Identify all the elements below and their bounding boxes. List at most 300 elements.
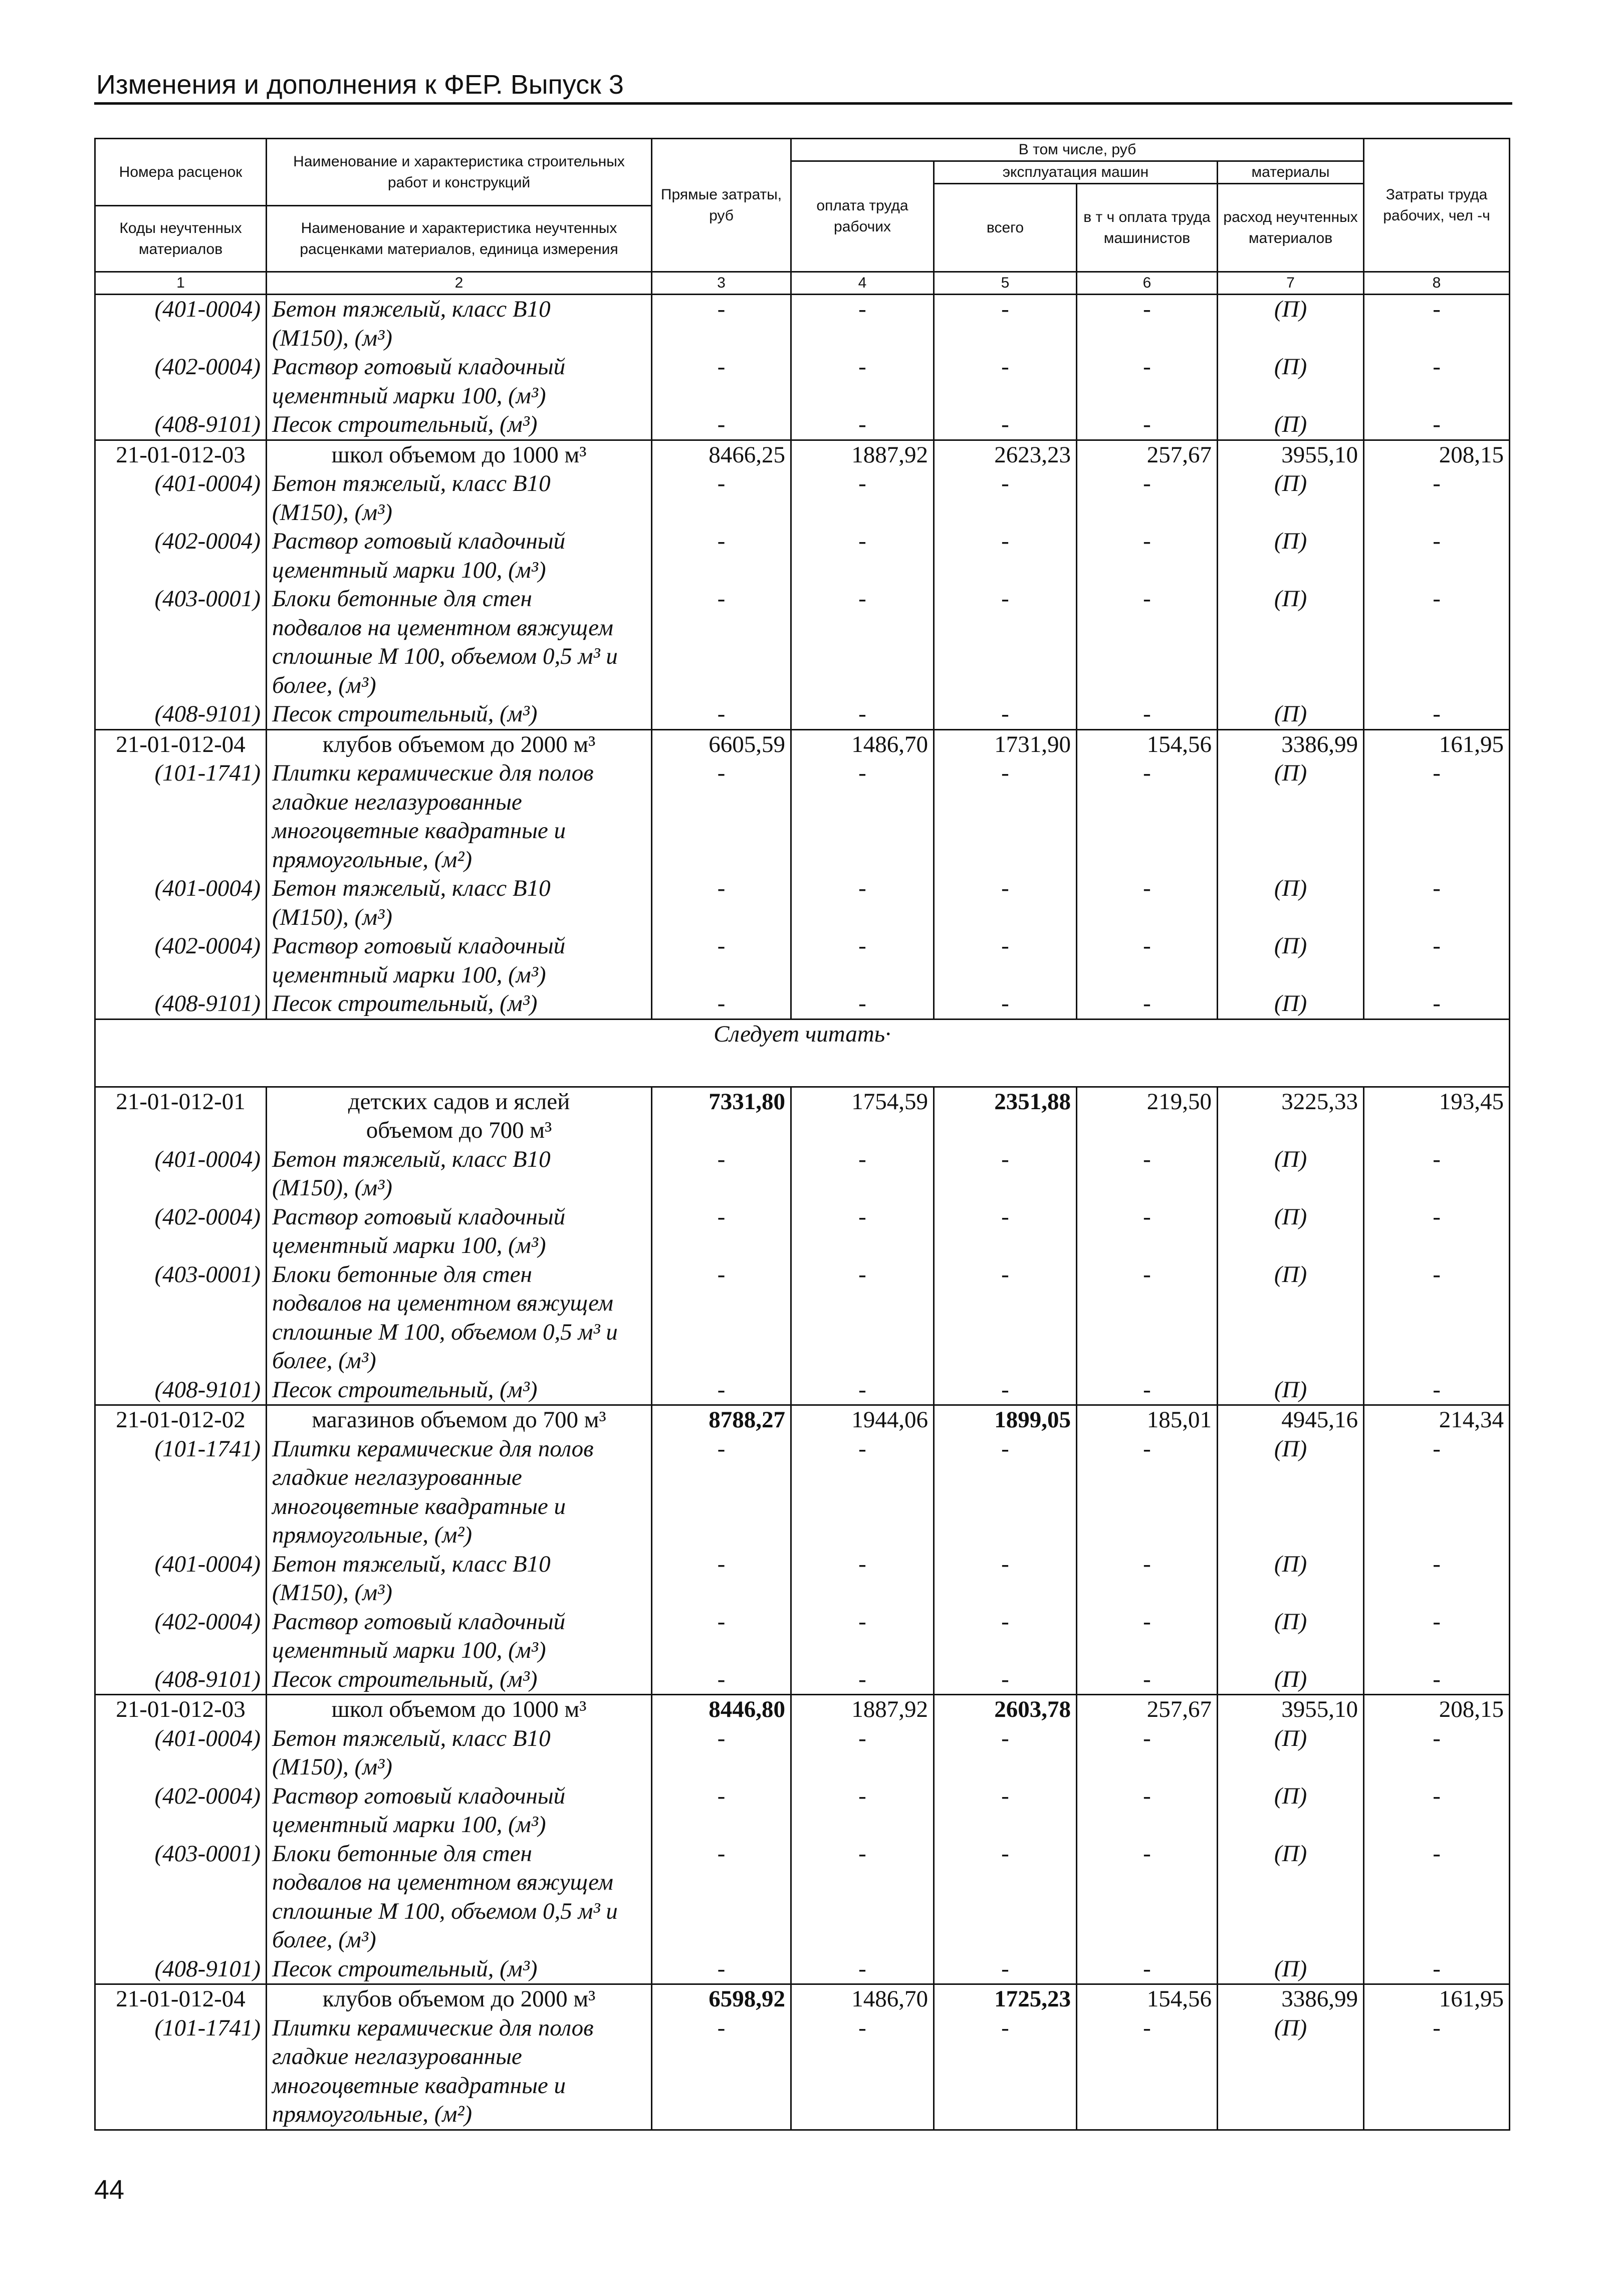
value-cell: - — [1077, 1840, 1218, 1955]
value-cell: - — [1077, 527, 1218, 585]
column-number: 8 — [1364, 272, 1510, 295]
name-line: Песок строительный, (м³) — [272, 1376, 538, 1403]
value-cell: - — [791, 527, 934, 585]
material-code: (401-0004) — [95, 874, 267, 932]
material-code: (402-0004) — [95, 1203, 267, 1260]
page-title: Изменения и дополнения к ФЕР. Выпуск 3 — [96, 70, 624, 100]
material-name — [267, 353, 652, 410]
value-cell: - — [652, 932, 791, 989]
value-cell: - — [1077, 585, 1218, 700]
name-line: детских садов и яслей — [348, 1088, 570, 1115]
name-line: подвалов на цементном вяжущем — [272, 1290, 613, 1316]
value-cell: - — [1364, 1608, 1510, 1665]
value-cell: - — [934, 1376, 1077, 1405]
material-name — [267, 1782, 652, 1840]
value-cell: - — [1077, 1665, 1218, 1695]
material-name — [267, 410, 652, 440]
material-row — [95, 932, 1510, 989]
material-code: (401-0004) — [95, 1145, 267, 1203]
value-cell: - — [652, 1665, 791, 1695]
rate-code: 21-01-012-03 — [95, 440, 267, 469]
name-line: сплошные М 100, объемом 0,5 м³ и — [272, 643, 618, 669]
column-number: 1 — [95, 272, 267, 295]
value-cell: - — [791, 1376, 934, 1405]
value-cell: - — [652, 295, 791, 353]
material-code: (403-0001) — [95, 1840, 267, 1955]
material-row — [95, 1608, 1510, 1665]
name-line: (М150), (м³) — [272, 904, 392, 930]
value-cell: - — [1077, 295, 1218, 353]
value-cell: - — [1364, 585, 1510, 700]
material-row — [95, 874, 1510, 932]
value-cell: - — [934, 1203, 1077, 1260]
name-line: Песок строительный, (м³) — [272, 1666, 538, 1692]
value-cell: - — [1364, 932, 1510, 989]
value-cell: - — [934, 410, 1077, 440]
material-code: (401-0004) — [95, 1550, 267, 1608]
name-line: Раствор готовый кладочный — [272, 1608, 566, 1635]
value-cell: (П) — [1218, 1955, 1364, 1984]
name-line: гладкие неглазурованные — [272, 789, 522, 815]
value-cell: 8466,25 — [652, 440, 791, 469]
value-cell: - — [1077, 410, 1218, 440]
material-code: (408-9101) — [95, 989, 267, 1019]
value-cell: - — [1077, 2014, 1218, 2130]
rate-row — [95, 440, 1510, 469]
value-cell: - — [791, 1665, 934, 1695]
name-line: сплошные М 100, объемом 0,5 м³ и — [272, 1319, 618, 1345]
name-line: Бетон тяжелый, класс В10 — [272, 1551, 551, 1577]
value-cell: 6598,92 — [652, 1984, 791, 2014]
value-cell: - — [791, 295, 934, 353]
value-cell: (П) — [1218, 469, 1364, 527]
value-cell: (П) — [1218, 932, 1364, 989]
value-cell: - — [652, 2014, 791, 2130]
material-row — [95, 1782, 1510, 1840]
name-line: Песок строительный, (м³) — [272, 411, 538, 437]
value-cell: - — [791, 1955, 934, 1984]
name-line: Бетон тяжелый, класс В10 — [272, 1725, 551, 1751]
value-cell: - — [652, 469, 791, 527]
value-cell: 257,67 — [1077, 1695, 1218, 1724]
value-cell: - — [791, 1608, 934, 1665]
material-row — [95, 2014, 1510, 2130]
material-code: (402-0004) — [95, 932, 267, 989]
value-cell: - — [1364, 1260, 1510, 1376]
value-cell: - — [1077, 1955, 1218, 1984]
table-body-after — [95, 1087, 1510, 2130]
value-cell: - — [934, 1955, 1077, 1984]
name-line: цементный марки 100, (м³) — [272, 1637, 546, 1663]
value-cell: 4945,16 — [1218, 1405, 1364, 1435]
value-cell: 1486,70 — [791, 1984, 934, 2014]
name-line: цементный марки 100, (м³) — [272, 961, 546, 988]
value-cell: - — [652, 1260, 791, 1376]
value-cell: (П) — [1218, 295, 1364, 353]
value-cell: - — [1364, 1145, 1510, 1203]
name-line: Песок строительный, (м³) — [272, 1955, 538, 1982]
value-cell: - — [652, 1840, 791, 1955]
rate-row — [95, 1087, 1510, 1145]
value-cell: - — [1077, 1145, 1218, 1203]
material-row — [95, 759, 1510, 874]
value-cell: - — [1077, 874, 1218, 932]
name-line: многоцветные квадратные и — [272, 818, 566, 844]
name-line: Раствор готовый кладочный — [272, 933, 566, 959]
value-cell: - — [934, 1665, 1077, 1695]
value-cell: - — [1364, 1724, 1510, 1782]
value-cell: - — [791, 410, 934, 440]
name-line: сплошные М 100, объемом 0,5 м³ и — [272, 1898, 618, 1924]
value-cell: 3386,99 — [1218, 729, 1364, 759]
value-cell: 185,01 — [1077, 1405, 1218, 1435]
name-line: подвалов на цементном вяжущем — [272, 1869, 613, 1895]
material-name — [267, 1260, 652, 1376]
value-cell: - — [1077, 1608, 1218, 1665]
name-line: Песок строительный, (м³) — [272, 701, 538, 727]
value-cell: - — [1077, 1724, 1218, 1782]
material-code: (101-1741) — [95, 759, 267, 874]
name-line: более, (м³) — [272, 1348, 376, 1374]
table-body-before — [95, 295, 1510, 1019]
value-cell: 3955,10 — [1218, 440, 1364, 469]
value-cell: - — [652, 1550, 791, 1608]
value-cell: - — [934, 1840, 1077, 1955]
value-cell: 161,95 — [1364, 1984, 1510, 2014]
name-line: клубов объемом до 2000 м³ — [322, 1986, 596, 2012]
material-row — [95, 527, 1510, 585]
material-row — [95, 1840, 1510, 1955]
value-cell: - — [934, 1260, 1077, 1376]
value-cell: - — [1364, 295, 1510, 353]
material-name — [267, 1955, 652, 1984]
value-cell: - — [791, 1260, 934, 1376]
title-rule — [94, 102, 1512, 105]
value-cell: - — [1077, 1260, 1218, 1376]
value-cell: - — [1364, 759, 1510, 874]
value-cell: 3386,99 — [1218, 1984, 1364, 2014]
value-cell: - — [791, 1145, 934, 1203]
material-name — [267, 874, 652, 932]
value-cell: - — [652, 989, 791, 1019]
value-cell: 8446,80 — [652, 1695, 791, 1724]
value-cell: - — [791, 874, 934, 932]
value-cell: - — [934, 700, 1077, 729]
material-row — [95, 1376, 1510, 1405]
rate-code: 21-01-012-01 — [95, 1087, 267, 1145]
value-cell: - — [791, 2014, 934, 2130]
material-name — [267, 1376, 652, 1405]
value-cell: - — [791, 585, 934, 700]
value-cell: (П) — [1218, 874, 1364, 932]
name-line: Плитки керамические для полов — [272, 2014, 594, 2041]
header-including: В том числе, руб — [791, 139, 1364, 161]
name-line: Раствор готовый кладочный — [272, 1782, 566, 1809]
name-line: Раствор готовый кладочный — [272, 354, 566, 380]
material-code: (401-0004) — [95, 1724, 267, 1782]
value-cell: - — [1077, 700, 1218, 729]
name-line: (М150), (м³) — [272, 1754, 392, 1780]
value-cell: - — [652, 1724, 791, 1782]
value-cell: 6605,59 — [652, 729, 791, 759]
header-material-name: Наименование и характеристика неучтенных расценками материалов, единица измерения — [267, 206, 652, 272]
material-row — [95, 1203, 1510, 1260]
material-code: (408-9101) — [95, 1955, 267, 1984]
name-line: Плитки керамические для полов — [272, 760, 594, 786]
rate-name — [267, 1087, 652, 1145]
value-cell: - — [791, 759, 934, 874]
rate-name — [267, 440, 652, 469]
value-cell: - — [791, 469, 934, 527]
name-line: Плитки керамические для полов — [272, 1435, 594, 1462]
material-row — [95, 353, 1510, 410]
column-numbers-row — [95, 272, 1510, 295]
name-line: Песок строительный, (м³) — [272, 990, 538, 1016]
material-code: (401-0004) — [95, 469, 267, 527]
value-cell: 1887,92 — [791, 440, 934, 469]
value-cell: - — [934, 1782, 1077, 1840]
value-cell: - — [1364, 874, 1510, 932]
value-cell: - — [652, 1782, 791, 1840]
name-line: цементный марки 100, (м³) — [272, 557, 546, 583]
value-cell: - — [1077, 932, 1218, 989]
value-cell: 154,56 — [1077, 729, 1218, 759]
rate-name — [267, 729, 652, 759]
material-name — [267, 759, 652, 874]
material-code: (101-1741) — [95, 1435, 267, 1550]
rate-row — [95, 1984, 1510, 2014]
value-cell: - — [934, 874, 1077, 932]
value-cell: - — [1364, 1203, 1510, 1260]
material-name — [267, 1724, 652, 1782]
rate-code: 21-01-012-03 — [95, 1695, 267, 1724]
value-cell: (П) — [1218, 527, 1364, 585]
value-cell: 8788,27 — [652, 1405, 791, 1435]
rate-row — [95, 1695, 1510, 1724]
value-cell: - — [934, 295, 1077, 353]
material-code: (403-0001) — [95, 1260, 267, 1376]
header-labor-hours: Затраты труда рабочих, чел -ч — [1364, 139, 1510, 272]
name-line: Блоки бетонные для стен — [272, 1261, 532, 1288]
value-cell: - — [791, 932, 934, 989]
value-cell: 2351,88 — [934, 1087, 1077, 1145]
value-cell: (П) — [1218, 1435, 1364, 1550]
value-cell: - — [791, 1724, 934, 1782]
value-cell: (П) — [1218, 1260, 1364, 1376]
value-cell: - — [1364, 700, 1510, 729]
material-name — [267, 295, 652, 353]
name-line: более, (м³) — [272, 672, 376, 698]
rate-code: 21-01-012-02 — [95, 1405, 267, 1435]
value-cell: - — [934, 989, 1077, 1019]
material-code: (402-0004) — [95, 1608, 267, 1665]
material-code: (403-0001) — [95, 585, 267, 700]
value-cell: - — [934, 759, 1077, 874]
name-line: Блоки бетонные для стен — [272, 1840, 532, 1867]
material-row — [95, 295, 1510, 353]
material-row — [95, 410, 1510, 440]
material-name — [267, 1608, 652, 1665]
material-code: (402-0004) — [95, 1782, 267, 1840]
value-cell: 1486,70 — [791, 729, 934, 759]
name-line: гладкие неглазурованные — [272, 1464, 522, 1490]
header-work-name: Наименование и характеристика строительных работ и конструкций — [267, 139, 652, 206]
name-line: (М150), (м³) — [272, 1580, 392, 1606]
material-code: (408-9101) — [95, 410, 267, 440]
column-number: 3 — [652, 272, 791, 295]
column-number: 6 — [1077, 272, 1218, 295]
material-code: (408-9101) — [95, 1665, 267, 1695]
value-cell: - — [652, 1435, 791, 1550]
rate-name — [267, 1695, 652, 1724]
value-cell: - — [652, 353, 791, 410]
value-cell: 1725,23 — [934, 1984, 1077, 2014]
material-row — [95, 585, 1510, 700]
value-cell: (П) — [1218, 759, 1364, 874]
material-row — [95, 1435, 1510, 1550]
header-rate-numbers: Номера расценок — [95, 139, 267, 206]
material-row — [95, 1665, 1510, 1695]
value-cell: (П) — [1218, 1665, 1364, 1695]
value-cell: (П) — [1218, 585, 1364, 700]
value-cell: - — [791, 1203, 934, 1260]
value-cell: - — [791, 989, 934, 1019]
name-line: прямоугольные, (м²) — [272, 1522, 473, 1548]
value-cell: 193,45 — [1364, 1087, 1510, 1145]
name-line: прямоугольные, (м²) — [272, 846, 473, 873]
value-cell: - — [934, 353, 1077, 410]
value-cell: - — [934, 527, 1077, 585]
value-cell: - — [652, 527, 791, 585]
value-cell: - — [1364, 1955, 1510, 1984]
value-cell: - — [652, 1608, 791, 1665]
value-cell: - — [652, 1376, 791, 1405]
material-name — [267, 585, 652, 700]
value-cell: - — [934, 1608, 1077, 1665]
value-cell: - — [1077, 1550, 1218, 1608]
value-cell: - — [1364, 1376, 1510, 1405]
value-cell: (П) — [1218, 1840, 1364, 1955]
name-line: гладкие неглазурованные — [272, 2044, 522, 2070]
material-name — [267, 469, 652, 527]
value-cell: - — [791, 1550, 934, 1608]
name-line: прямоугольные, (м²) — [272, 2101, 473, 2127]
material-name — [267, 1840, 652, 1955]
value-cell: (П) — [1218, 1145, 1364, 1203]
column-number: 2 — [267, 272, 652, 295]
value-cell: - — [652, 1955, 791, 1984]
value-cell: 219,50 — [1077, 1087, 1218, 1145]
header-materials: материалы — [1218, 161, 1364, 184]
value-cell: (П) — [1218, 1724, 1364, 1782]
name-line: многоцветные квадратные и — [272, 2072, 566, 2099]
value-cell: (П) — [1218, 1550, 1364, 1608]
page-number: 44 — [94, 2175, 125, 2205]
name-line: цементный марки 100, (м³) — [272, 1232, 546, 1258]
name-line: объемом до 700 м³ — [366, 1117, 552, 1143]
value-cell: - — [1364, 989, 1510, 1019]
section-divider — [95, 1019, 1510, 1087]
material-code: (402-0004) — [95, 353, 267, 410]
name-line: многоцветные квадратные и — [272, 1493, 566, 1519]
value-cell: 1754,59 — [791, 1087, 934, 1145]
value-cell: 2603,78 — [934, 1695, 1077, 1724]
rate-name — [267, 1405, 652, 1435]
header-material-codes: Коды неучтенных материалов — [95, 206, 267, 272]
value-cell: - — [791, 353, 934, 410]
material-name — [267, 932, 652, 989]
name-line: школ объемом до 1000 м³ — [331, 441, 587, 468]
material-name — [267, 1665, 652, 1695]
value-cell: (П) — [1218, 410, 1364, 440]
value-cell: - — [652, 874, 791, 932]
column-number: 7 — [1218, 272, 1364, 295]
value-cell: 3955,10 — [1218, 1695, 1364, 1724]
value-cell: - — [652, 1203, 791, 1260]
material-row — [95, 469, 1510, 527]
value-cell: - — [934, 469, 1077, 527]
rate-code: 21-01-012-04 — [95, 729, 267, 759]
value-cell: - — [1077, 1435, 1218, 1550]
material-name — [267, 1550, 652, 1608]
value-cell: - — [1364, 1550, 1510, 1608]
material-name — [267, 1435, 652, 1550]
value-cell: (П) — [1218, 2014, 1364, 2130]
value-cell: - — [652, 759, 791, 874]
value-cell: - — [934, 1145, 1077, 1203]
value-cell: 1887,92 — [791, 1695, 934, 1724]
header-materials-sub: расход неучтенных материалов — [1218, 184, 1364, 272]
value-cell: - — [1077, 1782, 1218, 1840]
material-row — [95, 1955, 1510, 1984]
name-line: цементный марки 100, (м³) — [272, 1812, 546, 1838]
value-cell: - — [1077, 353, 1218, 410]
value-cell: - — [934, 1435, 1077, 1550]
value-cell: 7331,80 — [652, 1087, 791, 1145]
value-cell: - — [1077, 469, 1218, 527]
name-line: Блоки бетонные для стен — [272, 586, 532, 612]
name-line: Бетон тяжелый, класс В10 — [272, 470, 551, 496]
value-cell: 257,67 — [1077, 440, 1218, 469]
value-cell: - — [791, 700, 934, 729]
header-labor-pay: оплата труда рабочих — [791, 161, 934, 272]
name-line: более, (м³) — [272, 1927, 376, 1953]
rate-name — [267, 1984, 652, 2014]
column-number: 4 — [791, 272, 934, 295]
value-cell: - — [1077, 1203, 1218, 1260]
value-cell: - — [1364, 1665, 1510, 1695]
value-cell: 208,15 — [1364, 440, 1510, 469]
value-cell: 161,95 — [1364, 729, 1510, 759]
material-code: (401-0004) — [95, 295, 267, 353]
name-line: школ объемом до 1000 м³ — [331, 1696, 587, 1722]
value-cell: - — [791, 1435, 934, 1550]
material-name — [267, 1145, 652, 1203]
name-line: Бетон тяжелый, класс В10 — [272, 1146, 551, 1172]
rates-table — [94, 138, 1510, 2131]
value-cell: (П) — [1218, 1782, 1364, 1840]
value-cell: - — [791, 1840, 934, 1955]
name-line: (М150), (м³) — [272, 1175, 392, 1201]
value-cell: - — [1364, 469, 1510, 527]
value-cell: - — [1364, 1435, 1510, 1550]
name-line: (М150), (м³) — [272, 325, 392, 351]
column-number: 5 — [934, 272, 1077, 295]
value-cell: (П) — [1218, 989, 1364, 1019]
value-cell: - — [1364, 1782, 1510, 1840]
value-cell: 1731,90 — [934, 729, 1077, 759]
material-name — [267, 1203, 652, 1260]
